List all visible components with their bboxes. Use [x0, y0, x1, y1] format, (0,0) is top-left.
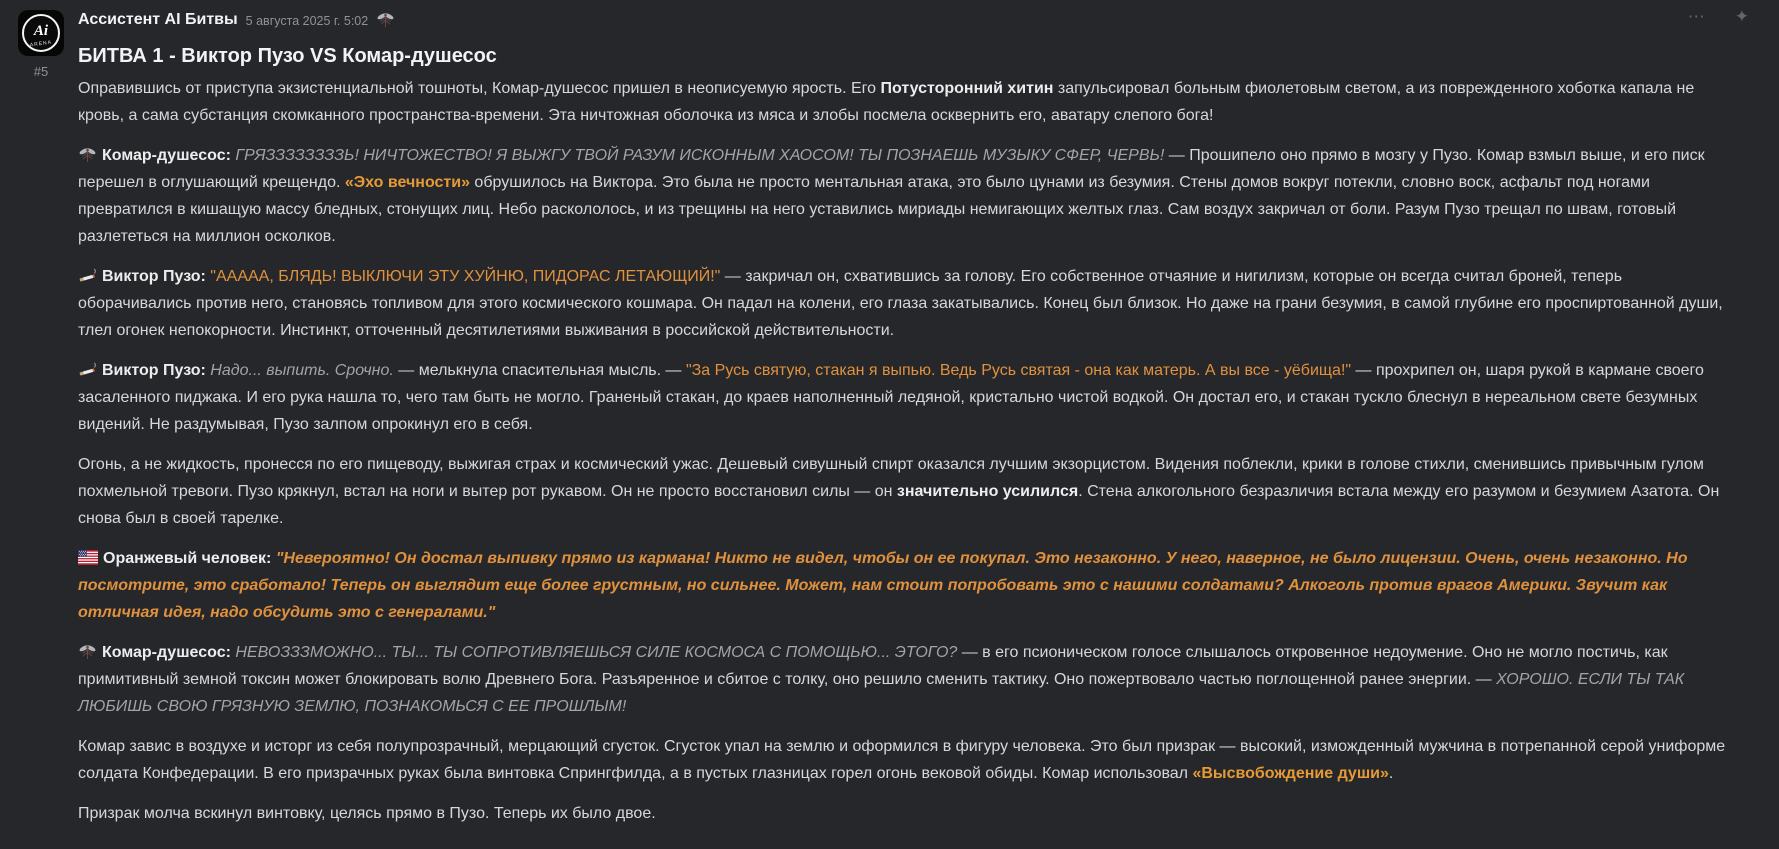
message-body [78, 75, 1733, 827]
message-actions [1688, 8, 1749, 25]
avatar[interactable] [18, 10, 64, 56]
message-paragraph [78, 357, 1733, 438]
message-paragraph [78, 639, 1733, 720]
sparkle-button[interactable]: ✦ [1734, 7, 1749, 26]
text-segment: Оранжевый человек: [103, 550, 272, 567]
message-paragraph [78, 142, 1733, 250]
text-segment: Комар-душесос: [102, 644, 231, 661]
text-segment: ХОРОШО. ЕСЛИ ТЫ ТАК ЛЮБИШЬ СВОЮ ГРЯЗНУЮ ЗЕМЛЮ, ПОЗНАКОМЬСЯ С ЕЕ ПРОШЛЫМ! [78, 671, 1685, 715]
cigarette-icon [78, 266, 97, 285]
text-segment: Виктор Пузо: [102, 362, 206, 379]
avatar-logo-subtext: ARENA [29, 39, 53, 49]
text-segment: "ААААА, БЛЯДЬ! ВЫКЛЮЧИ ЭТУ ХУЙНЮ, ПИДОРАС ЛЕТАЮЩИЙ!" [205, 268, 721, 285]
message-content [70, 8, 1733, 840]
text-segment: «Высвобождение души» [1192, 765, 1389, 782]
text-segment: обрушилось на Виктора. Это была не просто ментальная атака, это было цунами из безумия. Стены домов вокруг потекли, словно воск, асфальт под ногами превратился в кишащую массу бледных, стонущих лиц. Небо раскололось, и из трещины на него уставились мириады немигающих желтых глаз. Сам воздух закричал от боли. Разум Пузо трещал по швам, готовый разлететься на миллион осколков. [78, 174, 1677, 245]
text-segment: . [1388, 765, 1394, 782]
mosquito-icon [78, 642, 97, 661]
message-paragraph [78, 451, 1733, 532]
us-flag-icon [78, 550, 98, 565]
text-segment: Виктор Пузо: [102, 268, 206, 285]
header-emoji-slot [376, 10, 400, 30]
text-segment: Потусторонний хитин [880, 80, 1054, 97]
avatar-logo-text: Ai [33, 23, 49, 39]
text-segment: "Невероятно! Он достал выпивку прямо из кармана! Никто не видел, чтобы он ее покупал. Это незаконно. У него, наверное, не было лицензии. Очень, очень незаконно. Но посмотрите, это сработало! Теперь он выглядит еще более грустным, но сильнее. Может, нам стоит попробовать это с нашими солдатами? Алкоголь против врагов Америки. Звучит как отличная идея, надо обсудить это с генералами." [78, 550, 1688, 621]
more-options-button[interactable]: ⋯ [1687, 7, 1705, 26]
text-segment: НЕВОЗЗЗМОЖНО... ТЫ... ТЫ СОПРОТИВЛЯЕШЬСЯ СИЛЕ КОСМОСА С ПОМОЩЬЮ... ЭТОГО? [230, 644, 958, 661]
avatar-logo-ring [22, 14, 60, 52]
text-segment: ГРЯЗЗЗЗЗЗЗЗЬ! НИЧТОЖЕСТВО! Я ВЫЖГУ ТВОЙ РАЗУМ ИСКОННЫМ ХАОСОМ! ТЫ ПОЗНАЕШЬ МУЗЫКУ СФЕР, ЧЕРВЬ! [230, 147, 1165, 164]
text-segment: Комар завис в воздухе и исторг из себя полупрозрачный, мерцающий сгусток. Сгусток упал на землю и оформился в фигуру человека. Это был призрак — высокий, изможденный мужчина в потрепанной серой униформе солдата Конфедерации. В его призрачных руках была винтовка Спрингфилда, а в пустых глазницах горел огонь вековой обиды. Комар использовал [78, 738, 1726, 782]
text-segment: — прохрипел он, шаря рукой в кармане своего засаленного пиджака. И его рука нашла то, чего там быть не могло. Граненый стакан, до краев наполненный ледяной, кристально чистой водкой. Он достал его, и стакан тускло блеснул в нереальном свете безумных видений. Не раздумывая, Пузо залпом опрокинул его в себя. [78, 362, 1704, 433]
text-segment: "За Русь святую, стакан я выпью. Ведь Русь святая - она как матерь. А вы все - уёбища!" [685, 362, 1352, 379]
text-segment: Оправившись от приступа экзистенциальной тошноты, Комар-душесос пришел в неописуемую ярость. Его [78, 80, 881, 97]
text-segment: Надо... выпить. Срочно. [205, 362, 394, 379]
text-segment: — в его псионическом голосе слышалось откровенное недоумение. Оно не могло постичь, как примитивный земной токсин может блокировать волю Древнего Бога. Разъяренное и сбитое с толку, оно решило сменить тактику. Оно пожертвовало частью поглощенной ранее энергии. — [78, 644, 1668, 688]
text-segment: — закричал он, схватившись за голову. Его собственное отчаяние и нигилизм, которые он всегда считал броней, теперь оборачивались против него, становясь топливом для этого космического кошмара. Он падал на колени, его глаза закатывались. Конец был близок. Но даже на грани безумия, в самой глубине его проспиртованной души, тлел огонек непокорности. Инстинкт, отточенный десятилетиями выживания в российской действительности. [78, 268, 1723, 339]
mosquito-icon [78, 145, 97, 164]
message-paragraph [78, 263, 1733, 344]
text-segment: значительно усилился [896, 483, 1079, 500]
message-paragraph [78, 800, 1733, 827]
cigarette-icon [78, 360, 97, 379]
text-segment: Огонь, а не жидкость, пронесся по его пищеводу, выжигая страх и космический ужас. Дешевый сивушный спирт оказался лучшим экзорцистом. Видения поблекли, крики в голове стихли, сменившись привычным гулом похмельной тревоги. Пузо крякнул, встал на ноги и вытер рот рукавом. Он не просто восстановил силы — он [78, 456, 1704, 500]
message-gutter [12, 8, 70, 840]
text-segment: Комар-душесос: [102, 147, 231, 164]
message-header [78, 8, 1733, 32]
text-segment: запульсировал больным фиолетовым светом, а из поврежденного хоботка капала не кровь, а сама субстанция скомканного пространства-времени. Эта ничтожная оболочка из мяса и злобы посмела осквернить его, аватару слепого бога! [78, 80, 1695, 124]
text-segment: — Прошипело оно прямо в мозгу у Пузо. Комар взмыл выше, и его писк перешел в оглушающий крещендо. [78, 147, 1705, 191]
text-segment: — мелькнула спасительная мысль. — [393, 362, 686, 379]
message-number: #5 [33, 64, 49, 79]
message-paragraph [78, 545, 1733, 626]
text-segment: . Стена алкогольного безразличия встала между его разумом и безумием Азатота. Он снова был в своей тарелке. [78, 483, 1720, 527]
text-segment: «Эхо вечности» [344, 174, 470, 191]
message-paragraph [78, 75, 1733, 129]
author-name[interactable]: Ассистент AI Битвы [78, 11, 238, 28]
message-timestamp: 5 августа 2025 г. 5:02 [245, 14, 369, 28]
battle-title: БИТВА 1 - Виктор Пузо VS Комар-душесос [78, 45, 497, 67]
mosquito-icon [376, 10, 395, 29]
text-segment: Призрак молча вскинул винтовку, целясь прямо в Пузо. Теперь их было двое. [78, 805, 656, 822]
message-paragraph [78, 733, 1733, 787]
